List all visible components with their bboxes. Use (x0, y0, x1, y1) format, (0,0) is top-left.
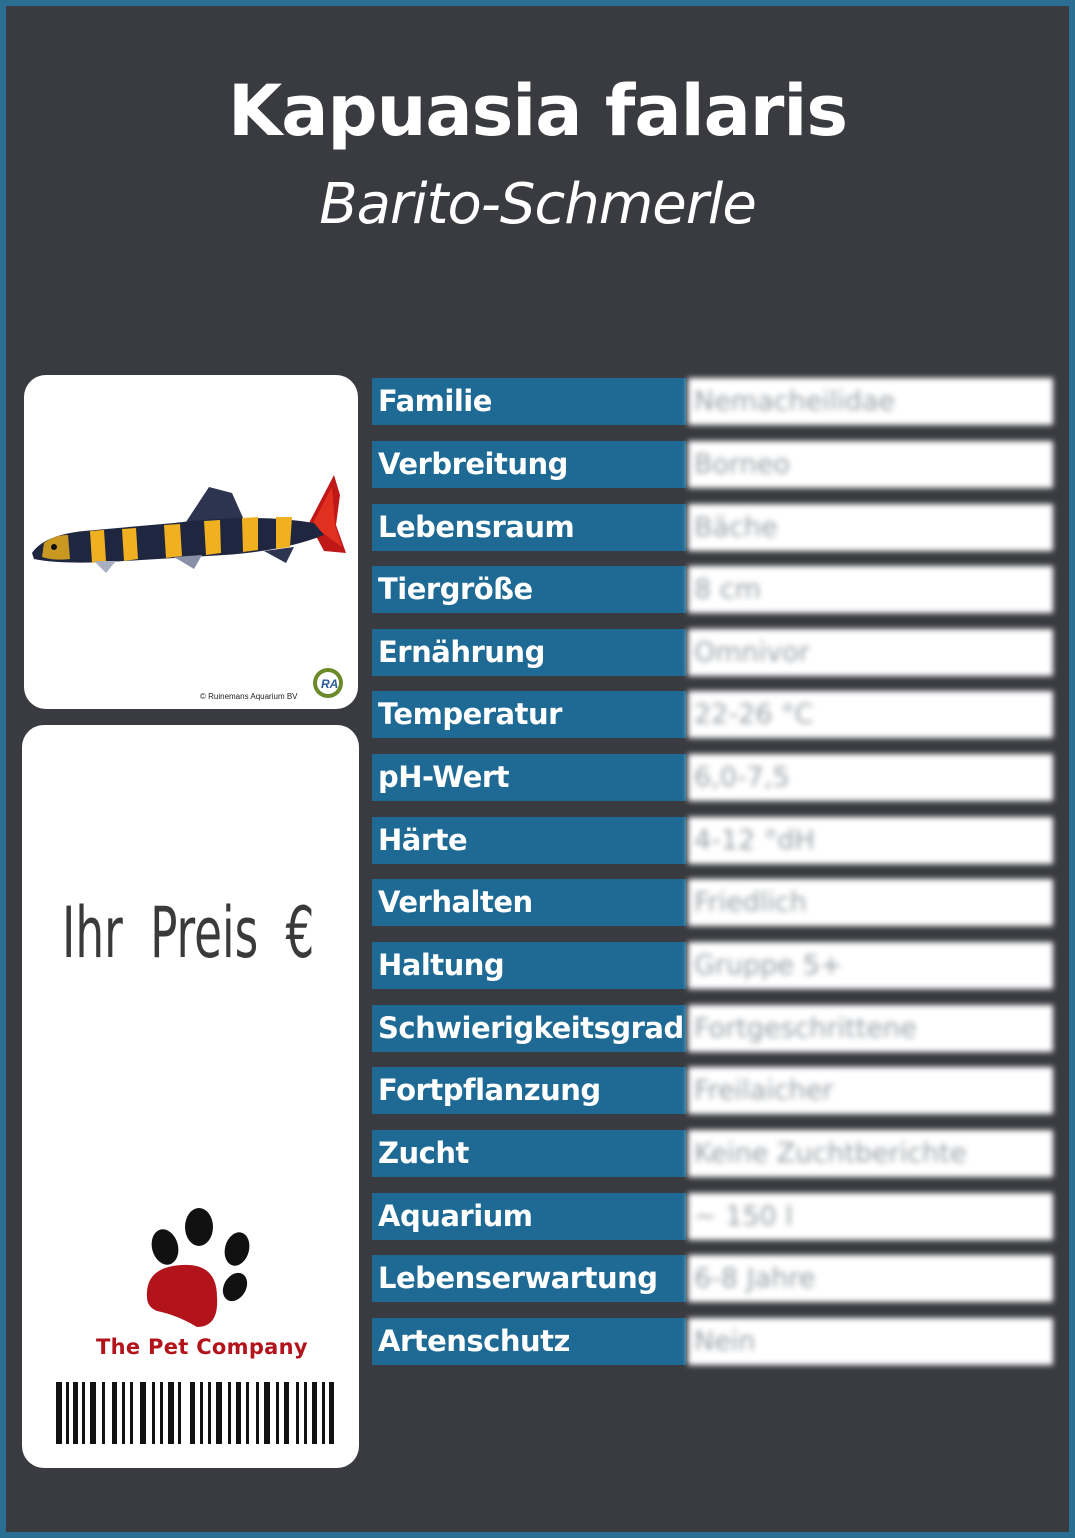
row-value: Bäche (688, 504, 1053, 551)
row-value: Gruppe 5+ (688, 942, 1053, 989)
row-label: pH-Wert (372, 754, 686, 801)
row-label: Fortpflanzung (372, 1067, 686, 1114)
row-value: 22-26 °C (688, 691, 1053, 738)
brand-name: The Pet Company (96, 1335, 308, 1359)
row-value: 6-8 Jahre (688, 1255, 1053, 1302)
row-label: Schwierigkeitsgrad (372, 1005, 686, 1052)
row-label: Temperatur (372, 691, 686, 738)
row-value: 6,0-7,5 (688, 754, 1053, 801)
table-row (372, 378, 1053, 425)
row-label: Artenschutz (372, 1318, 686, 1365)
row-label: Verhalten (372, 879, 686, 926)
row-label: Lebenserwartung (372, 1255, 686, 1302)
row-label: Verbreitung (372, 441, 686, 488)
row-value: Nein (688, 1318, 1053, 1365)
row-value: Fortgeschrittene (688, 1005, 1053, 1052)
table-row (372, 1005, 1053, 1052)
row-value: Friedlich (688, 879, 1053, 926)
row-value: Omnivor (688, 629, 1053, 676)
ra-logo-icon (312, 667, 344, 699)
row-label: Aquarium (372, 1193, 686, 1240)
row-label: Härte (372, 817, 686, 864)
row-value: ~ 150 l (688, 1193, 1053, 1240)
row-value: 8 cm (688, 566, 1053, 613)
table-row (372, 691, 1053, 738)
row-label: Zucht (372, 1130, 686, 1177)
species-title: Kapuasia falaris (227, 70, 848, 152)
photo-credit: © Ruinemans Aquarium BV (200, 692, 298, 701)
table-row (372, 566, 1053, 613)
table-row (372, 1318, 1053, 1365)
row-label: Tiergröße (372, 566, 686, 613)
paw-icon (137, 1207, 257, 1332)
row-value: Freilaicher (688, 1067, 1053, 1114)
table-row (372, 1255, 1053, 1302)
row-value: Keine Zuchtberichte (688, 1130, 1053, 1177)
price-label: Ihr Preis € (62, 892, 315, 974)
row-value: Borneo (688, 441, 1053, 488)
barcode-icon (56, 1382, 334, 1444)
row-label: Ernährung (372, 629, 686, 676)
fish-photo-panel (24, 375, 358, 709)
row-label: Haltung (372, 942, 686, 989)
svg-text:RA: RA (321, 677, 339, 691)
row-label: Familie (372, 378, 686, 425)
table-row (372, 441, 1053, 488)
table-row (372, 1067, 1053, 1114)
table-row (372, 504, 1053, 551)
table-row (372, 629, 1053, 676)
table-row (372, 817, 1053, 864)
table-row (372, 942, 1053, 989)
table-row (372, 1193, 1053, 1240)
row-value: 4-12 °dH (688, 817, 1053, 864)
table-row (372, 754, 1053, 801)
table-row (372, 879, 1053, 926)
row-label: Lebensraum (372, 504, 686, 551)
row-value: Nemacheilidae (688, 378, 1053, 425)
fish-image (24, 375, 358, 709)
table-row (372, 1130, 1053, 1177)
common-name: Barito-Schmerle (319, 172, 756, 237)
